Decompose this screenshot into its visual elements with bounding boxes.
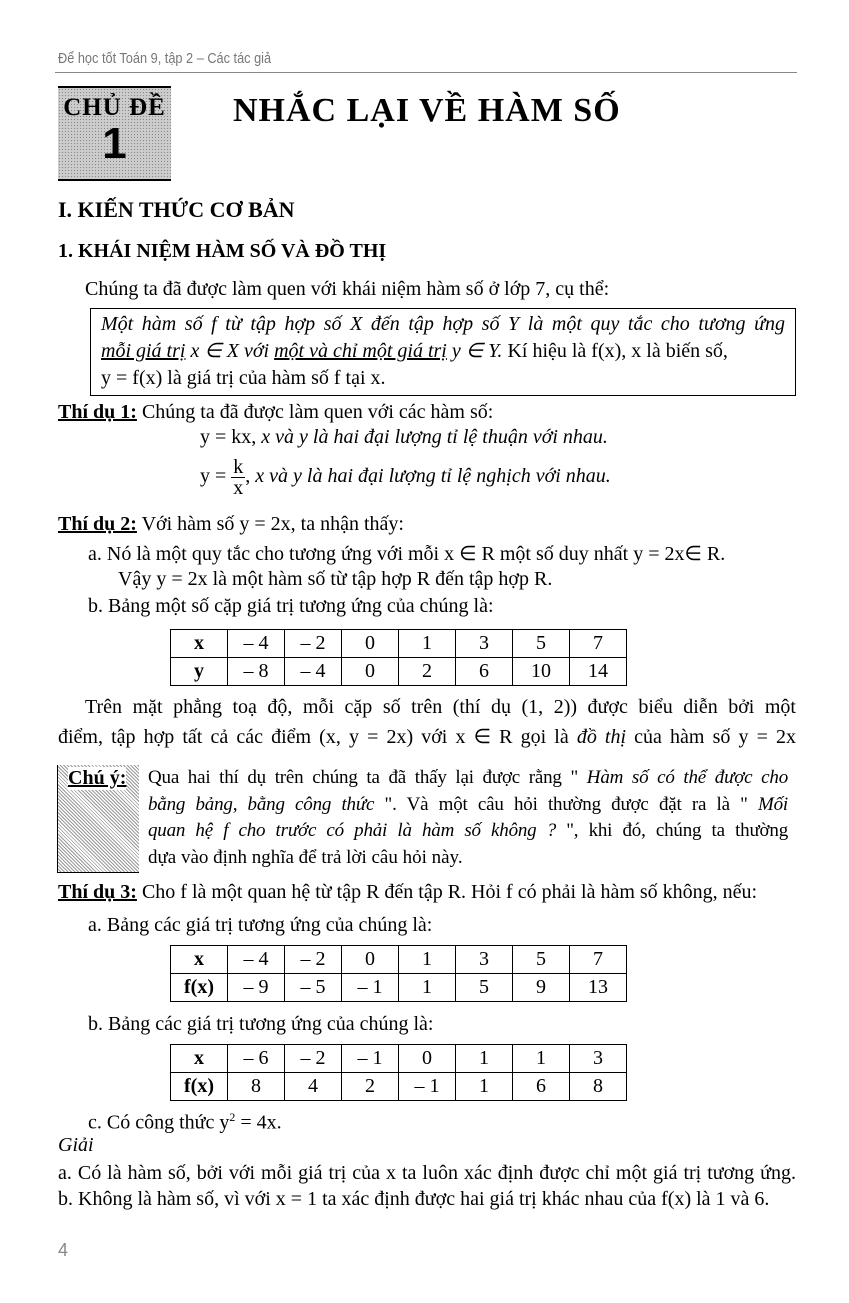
solution-label: Giải	[58, 1134, 94, 1156]
topic-number: 1	[102, 119, 127, 168]
values-table-1: x – 4 – 2 0 1 3 5 7 y – 8 – 4 0 2 6 10 14	[170, 629, 627, 686]
definition-box	[90, 308, 796, 396]
header-divider	[55, 72, 797, 73]
topic-badge	[58, 86, 171, 181]
section-heading: I. KIẾN THỨC CƠ BẢN	[58, 197, 295, 222]
solution-b: b. Không là hàm số, vì với x = 1 ta xác định được hai giá trị khác nhau của f(x) là 1 và 6.	[58, 1188, 770, 1210]
topic-label: CHỦ ĐỀ	[63, 94, 166, 121]
definition-line: mỗi giá trị x ∈ X với một và chỉ một giá trị y ∈ Y. Kí hiệu là f(x), x là biến số,	[101, 340, 728, 362]
values-table-2: x – 4 – 2 0 1 3 5 7 f(x) – 9 – 5 – 1 1 5 9 13	[170, 945, 627, 1002]
example-3: Thí dụ 3: Cho f là một quan hệ từ tập R đến tập R. Hỏi f có phải là hàm số không, nếu:	[58, 881, 758, 903]
subsection-heading: 1. KHÁI NIỆM HÀM SỐ VÀ ĐỒ THỊ	[58, 240, 387, 262]
example-3-a: a. Bảng các giá trị tương ứng của chúng là:	[88, 914, 433, 936]
note-line: dựa vào định nghĩa để trả lời câu hỏi này.	[148, 847, 463, 868]
running-header: Để học tốt Toán 9, tập 2 – Các tác giả	[58, 50, 272, 67]
graph-paragraph-cont: điểm, tập hợp tất cả các điểm (x, y = 2x) với x ∈ R gọi là đồ thị của hàm số y = 2x	[58, 726, 796, 748]
definition-line: Một hàm số f từ tập hợp số X đến tập hợp số Y là một quy tắc cho tương ứng	[101, 313, 785, 335]
example-1: Thí dụ 1: Chúng ta đã được làm quen với các hàm số:	[58, 401, 494, 423]
note-line: Qua hai thí dụ trên chúng ta đã thấy lại được rằng " Hàm số có thể được cho	[148, 767, 788, 788]
example-3-c: c. Có công thức $y^2 = 4x$.	[88, 1110, 282, 1134]
intro-text: Chúng ta đã được làm quen với khái niệm hàm số ở lớp 7, cụ thể:	[85, 278, 610, 300]
graph-paragraph: Trên mặt phẳng toạ độ, mỗi cặp số trên (thí dụ (1, 2)) được biểu diễn bởi một	[85, 696, 796, 718]
example-3-b: b. Bảng các giá trị tương ứng của chúng là:	[88, 1013, 434, 1035]
formula-direct: y = kx, x và y là hai đại lượng tỉ lệ thuận với nhau.	[200, 426, 608, 448]
note-sidebar: Chú ý:	[57, 765, 139, 873]
definition-line: y = f(x) là giá trị của hàm số f tại x.	[101, 367, 386, 389]
values-table-3: x – 6 – 2 – 1 0 1 1 3 f(x) 8 4 2 – 1 1 6 8	[170, 1044, 627, 1101]
page-number: 4	[58, 1240, 69, 1260]
example-2-a-cont: Vậy y = 2x là một hàm số từ tập hợp R đến tập hợp R.	[118, 568, 553, 590]
solution-a: a. Có là hàm số, bởi với mỗi giá trị của x ta luôn xác định được chỉ một giá trị tương ứng.	[58, 1162, 796, 1184]
note-line: quan hệ f cho trước có phải là hàm số không ? ", khi đó, chúng ta thường	[148, 820, 788, 841]
example-2-b: b. Bảng một số cặp giá trị tương ứng của chúng là:	[88, 595, 494, 617]
example-2: Thí dụ 2: Với hàm số y = 2x, ta nhận thấy:	[58, 513, 404, 535]
formula-inverse: y = $\frac{k}{x}$ , x và y là hai đại lượng tỉ lệ nghịch với nhau.	[200, 456, 611, 499]
example-2-a: a. Nó là một quy tắc cho tương ứng với mỗi x ∈ R một số duy nhất y = 2x∈ R.	[88, 543, 726, 565]
note-line: bằng bảng, bằng công thức ". Và một câu hỏi thường được đặt ra là " Mối	[148, 794, 788, 815]
chapter-title: NHẮC LẠI VỀ HÀM SỐ	[233, 92, 621, 129]
